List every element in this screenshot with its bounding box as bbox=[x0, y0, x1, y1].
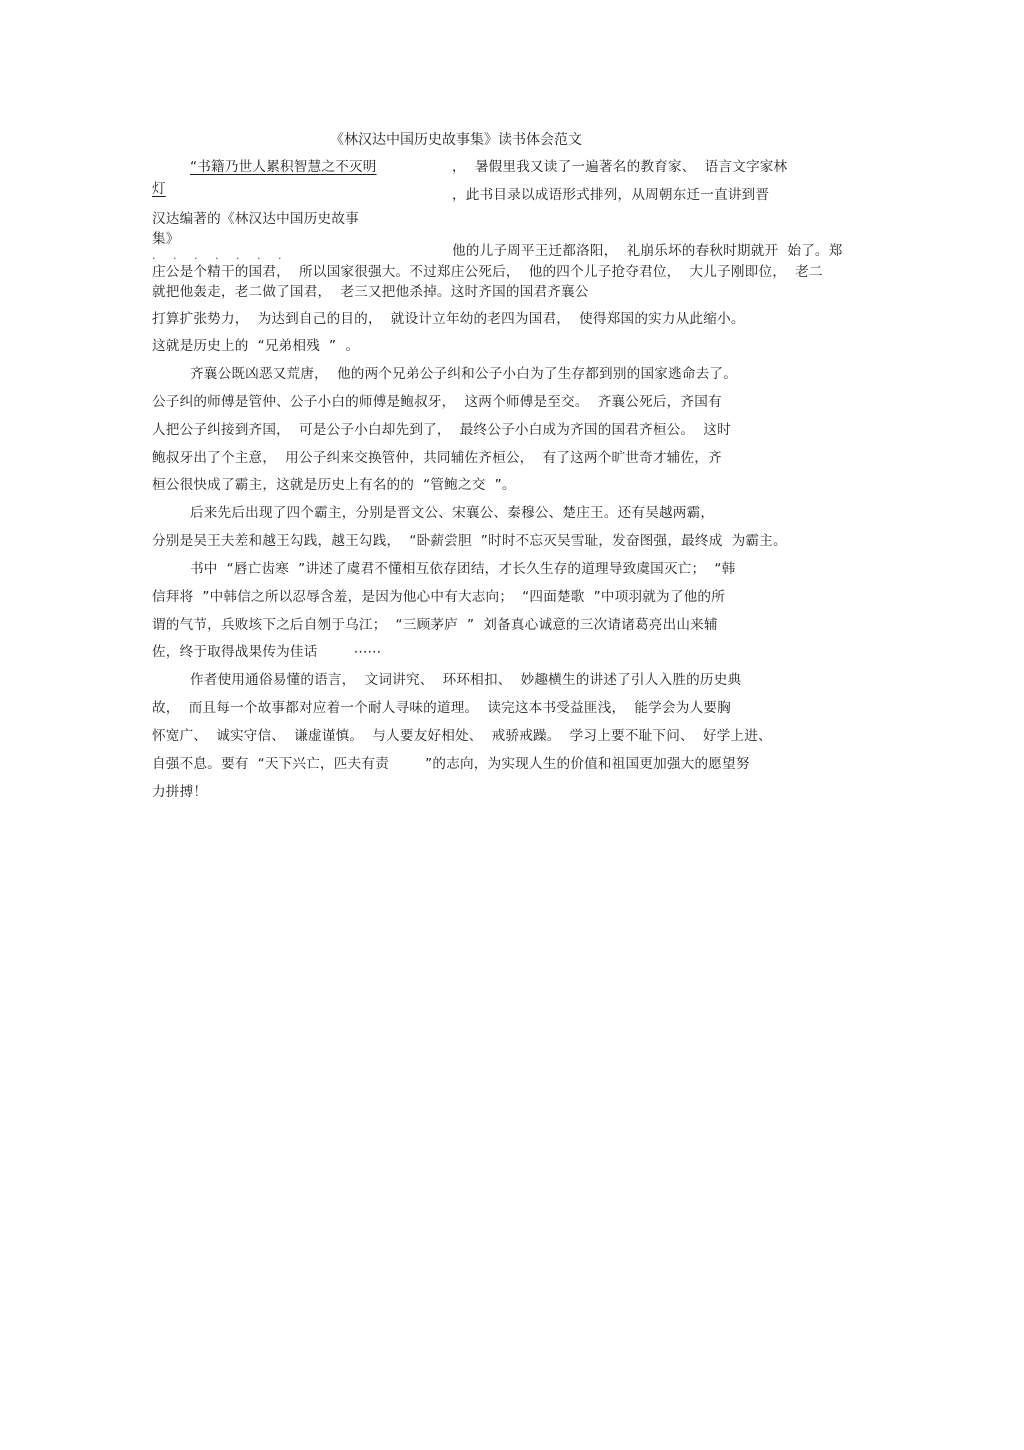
opening-quote-line-1: “书籍乃世人累积智慧之不灭明 bbox=[190, 159, 377, 175]
paragraph-line: 怀宽广、 诚实守信、 谦虚谨慎。 与人要友好相处、 戒骄戒躁。 学习上要不耻下问、 好学上进、 bbox=[152, 728, 772, 744]
emphasis-dots: · · · · · · · bbox=[152, 252, 289, 265]
book-author-line-1: 汉达编著的《林汉达中国历史故事 bbox=[152, 211, 359, 227]
intro-right-line-3: 他的儿子周平王迁都洛阳， 礼崩乐坏的春秋时期就开 始了。郑 bbox=[452, 243, 843, 259]
paragraph-line: 信拜将 ”中韩信之所以忍辱含羞，是因为他心中有大志向； “四面楚歌 ”中项羽就为了他的所 bbox=[152, 589, 726, 605]
intro-right-line-2: ，此书目录以成语形式排列，从周朝东迁一直讲到晋 bbox=[452, 187, 770, 203]
intro-right-line-1: ， 暑假里我又读了一遍著名的教育家、 语言文字家林 bbox=[452, 159, 788, 175]
paragraph-line: 自强不息。要有 “天下兴亡，匹夫有责 ”的志向，为实现人生的价值和祖国更加强大的愿望努 bbox=[152, 756, 750, 772]
opening-quote-line-2: 灯 bbox=[152, 181, 166, 197]
paragraph-line: 后来先后出现了四个霸主，分别是晋文公、宋襄公、秦穆公、楚庄王。还有吴越两霸， bbox=[190, 505, 715, 521]
paragraph-line: 打算扩张势力， 为达到自己的目的， 就设计立年幼的老四为国君， 使得郑国的实力从此缩小。 bbox=[152, 311, 745, 327]
paragraph-line: 人把公子纠接到齐国， 可是公子小白却先到了， 最终公子小白成为齐国的国君齐桓公。 这时 bbox=[152, 422, 731, 438]
document-title: 《林汉达中国历史故事集》读书体会范文 bbox=[330, 132, 582, 148]
paragraph-line: 就把他轰走，老二做了国君， 老三又把他杀掉。这时齐国的国君齐襄公 bbox=[152, 284, 589, 300]
paragraph-line: 这就是历史上的 “兄弟相残 ” 。 bbox=[152, 338, 360, 354]
paragraph-line: 齐襄公既凶恶又荒唐， 他的两个兄弟公子纠和公子小白为了生存都到别的国家逃命去了。 bbox=[190, 366, 737, 382]
paragraph-line: 谓的气节，兵败垓下之后自刎于乌江； “三顾茅庐 ” 刘备真心诚意的三次请诸葛亮出山来辅 bbox=[152, 617, 718, 633]
book-author-line-2: 集》 bbox=[152, 231, 180, 247]
paragraph-line: 鲍叔牙出了个主意， 用公子纠来交换管仲，共同辅佐齐桓公， 有了这两个旷世奇才辅佐，齐 bbox=[152, 450, 722, 466]
paragraph-line: 故， 而且每一个故事都对应着一个耐人寻味的道理。 读完这本书受益匪浅， 能学会为人要胸 bbox=[152, 700, 731, 716]
paragraph-line: 公子纠的师傅是管仲、公子小白的师傅是鲍叔牙， 这两个师傅是至交。 齐襄公死后，齐国有 bbox=[152, 394, 722, 410]
paragraph-line: 佐，终于取得战果传为佳话 ⋯⋯ bbox=[152, 644, 382, 660]
paragraph-line: 桓公很快成了霸主，这就是历史上有名的的 “管鲍之交 ”。 bbox=[152, 477, 516, 493]
paragraph-line: 作者使用通俗易懂的语言， 文词讲究、 环环相扣、 妙趣横生的讲述了引人入胜的历史典 bbox=[190, 672, 742, 688]
paragraph-line: 庄公是个精干的国君， 所以国家很强大。不过郑庄公死后， 他的四个儿子抢夺君位， 大儿子刚即位， 老二 bbox=[152, 264, 823, 280]
paragraph-line: 书中 “唇亡齿寒 ”讲述了虞君不懂相互依存团结，才长久生存的道理导致虞国灭亡； “韩 bbox=[190, 561, 736, 577]
paragraph-line: 力拼搏！ bbox=[152, 784, 208, 800]
paragraph-line: 分别是吴王夫差和越王勾践，越王勾践， “卧薪尝胆 ”时时不忘灭吴雪耻，发奋图强，最终成 为霸主。 bbox=[152, 533, 787, 549]
